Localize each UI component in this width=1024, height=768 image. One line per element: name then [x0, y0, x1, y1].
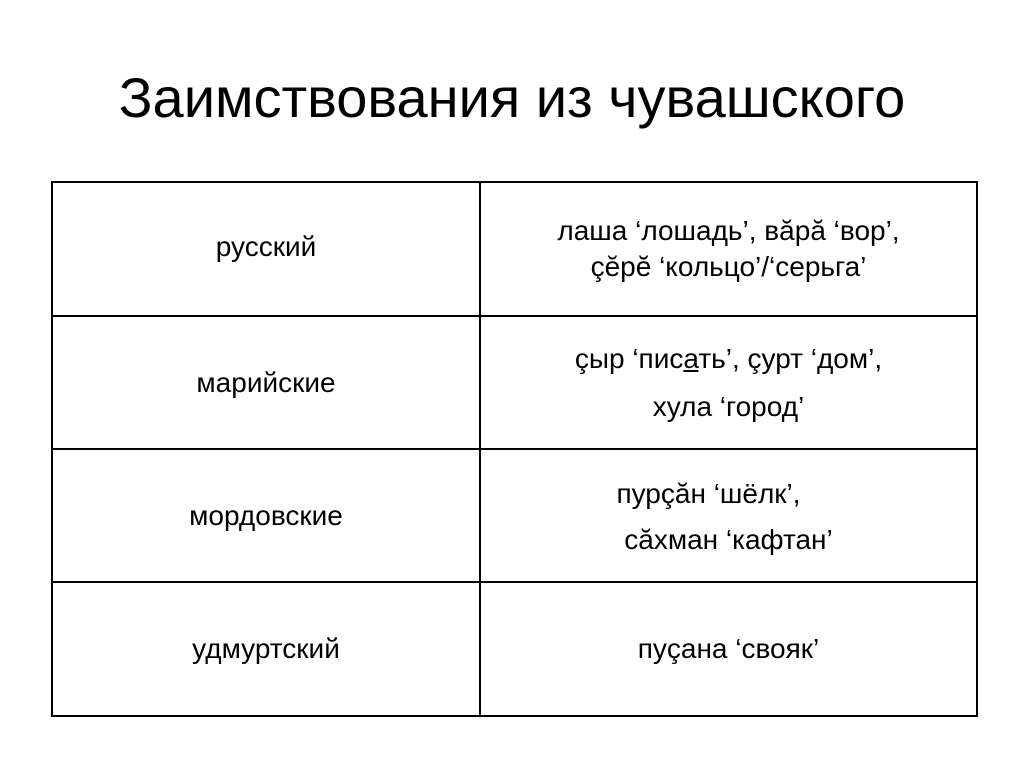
language-name: удмуртский	[192, 633, 340, 664]
table-row	[52, 582, 977, 716]
loanwords-cell	[480, 582, 977, 716]
language-cell	[52, 449, 480, 582]
language-cell	[52, 182, 480, 316]
language-name: русский	[215, 231, 317, 262]
loanwords-table	[51, 181, 978, 717]
language-name: мордовские	[189, 499, 343, 531]
language-cell	[52, 582, 480, 716]
loanword-line: пурçăн ‘шёлк’,	[616, 478, 801, 509]
stressed-letter: а	[683, 343, 699, 374]
loanword-line: сăхман ‘кафтан’	[624, 524, 833, 555]
language-cell	[52, 316, 480, 449]
loanword-line: хула ‘город’	[652, 391, 805, 422]
loanwords-cell	[480, 182, 977, 316]
loanword-line	[481, 341, 976, 377]
slide-title: Заимствования из чувашского	[118, 66, 906, 129]
loanword-text: çыр ‘пис	[574, 343, 684, 374]
table-row	[52, 316, 977, 449]
table-row	[52, 182, 977, 316]
language-name: марийские	[196, 366, 336, 398]
loanword-text: ть’, çурт ‘дом’,	[698, 343, 883, 374]
loanwords-cell	[480, 316, 977, 449]
loanword-line: çĕрĕ ‘кольцо’/‘серьга’	[590, 251, 867, 282]
loanword-line: пуçана ‘свояк’	[637, 633, 820, 664]
loanwords-cell	[480, 449, 977, 582]
table-row	[52, 449, 977, 582]
loanword-line: лаша ‘лошадь’, вăрă ‘вор’,	[557, 215, 900, 246]
